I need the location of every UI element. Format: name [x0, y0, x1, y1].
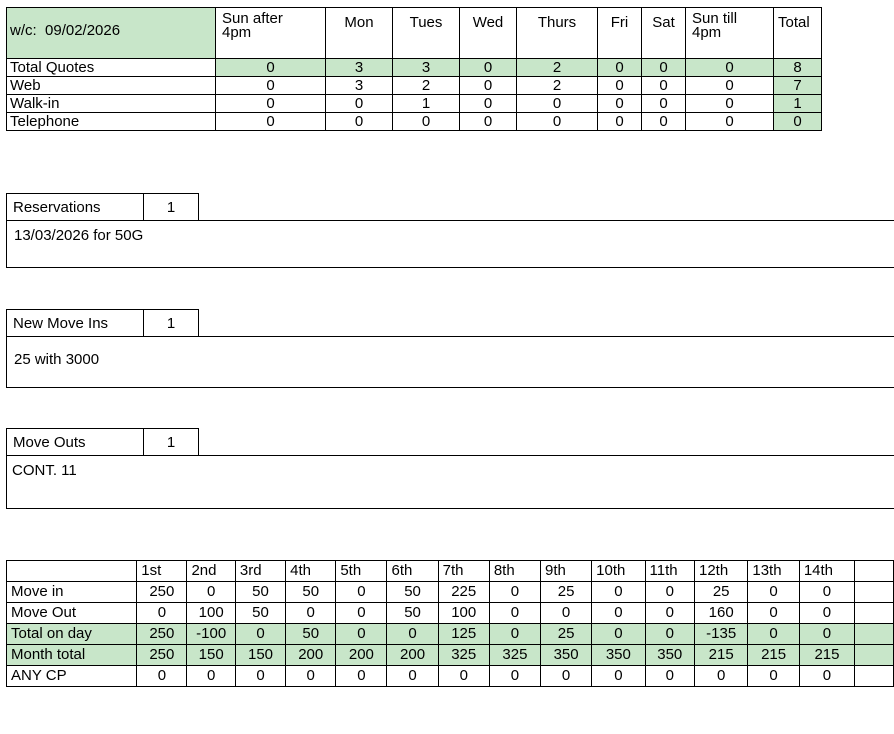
daily-cell[interactable]: 225 — [438, 582, 489, 603]
quotes-cell[interactable]: 1 — [774, 95, 822, 113]
quotes-cell[interactable]: 0 — [686, 113, 774, 131]
daily-cell[interactable]: 0 — [645, 582, 694, 603]
daily-cell[interactable]: 0 — [695, 666, 748, 687]
daily-row — [7, 645, 894, 666]
daily-extra-cell[interactable] — [855, 603, 894, 624]
daily-cell[interactable]: 150 — [235, 645, 285, 666]
quotes-row — [7, 59, 822, 77]
quotes-cell[interactable]: 0 — [642, 95, 686, 113]
daily-cell[interactable]: 0 — [336, 624, 387, 645]
quotes-row-label[interactable]: Total Quotes — [7, 59, 216, 77]
daily-cell[interactable]: 250 — [137, 624, 187, 645]
week-commencing-cell[interactable] — [7, 8, 216, 59]
quotes-cell[interactable]: 2 — [517, 77, 598, 95]
header-wed[interactable]: Wed — [460, 8, 517, 59]
daily-row — [7, 624, 894, 645]
daily-cell[interactable]: 215 — [799, 645, 854, 666]
header-total[interactable]: Total — [774, 8, 822, 59]
daily-cell[interactable]: 0 — [438, 666, 489, 687]
quotes-table — [6, 7, 822, 131]
daily-cell[interactable]: 0 — [645, 603, 694, 624]
daily-cell[interactable]: 0 — [592, 666, 645, 687]
header-tues[interactable]: Tues — [393, 8, 460, 59]
quotes-row — [7, 113, 822, 131]
daily-cell[interactable]: 0 — [489, 603, 540, 624]
daily-cell[interactable]: 200 — [286, 645, 336, 666]
daily-cell[interactable]: 250 — [137, 582, 187, 603]
header-thurs[interactable]: Thurs — [517, 8, 598, 59]
daily-cell[interactable]: 50 — [235, 603, 285, 624]
daily-extra-cell[interactable] — [855, 582, 894, 603]
daily-cell[interactable]: 0 — [748, 582, 799, 603]
daily-cell[interactable]: 350 — [645, 645, 694, 666]
daily-cell[interactable]: 0 — [137, 603, 187, 624]
quotes-header-row — [7, 8, 822, 59]
daily-header-cell[interactable]: 10th — [592, 561, 645, 582]
daily-cell[interactable]: 0 — [387, 624, 438, 645]
quotes-cell[interactable]: 0 — [216, 113, 326, 131]
daily-cell[interactable]: 200 — [387, 645, 438, 666]
daily-row — [7, 666, 894, 687]
daily-header-cell[interactable]: 5th — [336, 561, 387, 582]
daily-header-cell[interactable]: 9th — [541, 561, 592, 582]
move-ins-label: New Move Ins — [6, 309, 144, 336]
daily-cell[interactable]: 150 — [187, 645, 235, 666]
quotes-cell[interactable]: 0 — [598, 77, 642, 95]
daily-header-cell[interactable]: 3rd — [235, 561, 285, 582]
quotes-cell[interactable]: 0 — [326, 95, 393, 113]
daily-cell[interactable]: 325 — [438, 645, 489, 666]
quotes-cell[interactable]: 0 — [460, 77, 517, 95]
daily-cell[interactable]: 0 — [137, 666, 187, 687]
quotes-cell[interactable]: 0 — [460, 95, 517, 113]
daily-cell[interactable]: 0 — [799, 624, 854, 645]
quotes-row-label[interactable]: Telephone — [7, 113, 216, 131]
daily-table — [6, 560, 894, 687]
quotes-row — [7, 95, 822, 113]
daily-header-cell[interactable]: 14th — [799, 561, 854, 582]
daily-cell[interactable]: 325 — [489, 645, 540, 666]
daily-cell[interactable]: 0 — [541, 666, 592, 687]
move-ins-count[interactable]: 1 — [144, 309, 199, 336]
daily-cell[interactable]: -100 — [187, 624, 235, 645]
daily-cell[interactable]: 25 — [695, 582, 748, 603]
move-ins-box — [6, 309, 894, 388]
daily-cell[interactable]: 215 — [748, 645, 799, 666]
daily-cell[interactable]: 50 — [235, 582, 285, 603]
daily-header-cell[interactable]: 7th — [438, 561, 489, 582]
quotes-cell[interactable]: 0 — [598, 95, 642, 113]
daily-cell[interactable]: 125 — [438, 624, 489, 645]
move-outs-box — [6, 428, 894, 509]
quotes-cell[interactable]: 0 — [517, 113, 598, 131]
daily-cell[interactable]: 100 — [187, 603, 235, 624]
daily-row-label[interactable]: ANY CP — [7, 666, 137, 687]
daily-cell[interactable]: 50 — [387, 582, 438, 603]
daily-cell[interactable]: 0 — [187, 582, 235, 603]
daily-cell[interactable]: 0 — [645, 666, 694, 687]
daily-header-cell[interactable]: 1st — [137, 561, 187, 582]
quotes-cell[interactable]: 0 — [686, 95, 774, 113]
quotes-cell[interactable]: 2 — [517, 59, 598, 77]
daily-cell[interactable]: 0 — [541, 603, 592, 624]
quotes-cell[interactable]: 2 — [393, 77, 460, 95]
daily-cell[interactable]: 350 — [541, 645, 592, 666]
daily-cell[interactable]: 50 — [387, 603, 438, 624]
daily-corner-cell[interactable] — [7, 561, 137, 582]
daily-header-cell[interactable]: 2nd — [187, 561, 235, 582]
daily-header-row — [7, 561, 894, 582]
daily-cell[interactable]: 250 — [137, 645, 187, 666]
daily-header-cell[interactable]: 8th — [489, 561, 540, 582]
daily-cell[interactable]: 0 — [592, 603, 645, 624]
daily-cell[interactable]: 0 — [799, 582, 854, 603]
daily-cell[interactable]: 100 — [438, 603, 489, 624]
week-label: w/c: — [10, 21, 37, 39]
daily-header-cell[interactable]: 4th — [286, 561, 336, 582]
quotes-cell[interactable]: 0 — [460, 113, 517, 131]
reservations-count[interactable]: 1 — [144, 193, 199, 220]
quotes-cell[interactable]: 0 — [517, 95, 598, 113]
daily-cell[interactable]: 0 — [489, 582, 540, 603]
move-outs-label: Move Outs — [6, 428, 144, 455]
quotes-cell[interactable]: 0 — [642, 113, 686, 131]
quotes-cell[interactable]: 3 — [393, 59, 460, 77]
reservations-note[interactable]: 13/03/2026 for 50G — [6, 220, 894, 268]
daily-extra-cell[interactable] — [855, 561, 894, 582]
daily-cell[interactable]: 160 — [695, 603, 748, 624]
daily-row — [7, 603, 894, 624]
daily-cell[interactable]: 0 — [592, 624, 645, 645]
daily-cell[interactable]: 50 — [286, 582, 336, 603]
daily-cell[interactable]: 0 — [286, 603, 336, 624]
move-ins-note[interactable]: 25 with 3000 — [6, 336, 894, 388]
daily-cell[interactable]: 50 — [286, 624, 336, 645]
quotes-cell[interactable]: 0 — [393, 113, 460, 131]
quotes-cell[interactable]: 0 — [216, 59, 326, 77]
daily-cell[interactable]: 0 — [286, 666, 336, 687]
move-outs-note[interactable]: CONT. 11 — [6, 455, 894, 509]
quotes-cell[interactable]: 0 — [642, 77, 686, 95]
daily-cell[interactable]: 25 — [541, 624, 592, 645]
quotes-cell[interactable]: 0 — [598, 113, 642, 131]
daily-cell[interactable]: 0 — [592, 582, 645, 603]
daily-cell[interactable]: 0 — [336, 666, 387, 687]
daily-extra-cell[interactable] — [855, 624, 894, 645]
daily-cell[interactable]: 0 — [799, 666, 854, 687]
daily-cell[interactable]: 0 — [748, 624, 799, 645]
daily-row-label[interactable]: Move Out — [7, 603, 137, 624]
daily-cell[interactable]: 0 — [187, 666, 235, 687]
daily-cell[interactable]: 0 — [489, 624, 540, 645]
daily-header-cell[interactable]: 6th — [387, 561, 438, 582]
daily-cell[interactable]: 200 — [336, 645, 387, 666]
daily-row-label[interactable]: Move in — [7, 582, 137, 603]
daily-extra-cell[interactable] — [855, 645, 894, 666]
quotes-cell[interactable]: 0 — [326, 113, 393, 131]
header-sat[interactable]: Sat — [642, 8, 686, 59]
daily-cell[interactable]: 0 — [489, 666, 540, 687]
week-date: 09/02/2026 — [45, 21, 121, 39]
quotes-cell[interactable]: 0 — [686, 59, 774, 77]
daily-cell[interactable]: 0 — [748, 666, 799, 687]
quotes-cell[interactable]: 0 — [642, 59, 686, 77]
quotes-cell[interactable]: 7 — [774, 77, 822, 95]
daily-cell[interactable]: 0 — [235, 624, 285, 645]
daily-cell[interactable]: 0 — [645, 624, 694, 645]
daily-cell[interactable]: 0 — [387, 666, 438, 687]
header-fri[interactable]: Fri — [598, 8, 642, 59]
daily-cell[interactable]: 0 — [748, 603, 799, 624]
quotes-cell[interactable]: 0 — [598, 59, 642, 77]
daily-row — [7, 582, 894, 603]
daily-cell[interactable]: -135 — [695, 624, 748, 645]
quotes-cell[interactable]: 0 — [216, 95, 326, 113]
daily-row-label[interactable]: Month total — [7, 645, 137, 666]
reservations-box — [6, 193, 894, 268]
daily-header-cell[interactable]: 12th — [695, 561, 748, 582]
daily-cell[interactable]: 0 — [799, 603, 854, 624]
quotes-cell[interactable]: 0 — [460, 59, 517, 77]
daily-cell[interactable]: 25 — [541, 582, 592, 603]
quotes-cell[interactable]: 8 — [774, 59, 822, 77]
header-sun-till[interactable]: Sun till 4pm — [686, 8, 774, 59]
daily-header-cell[interactable]: 11th — [645, 561, 694, 582]
quotes-row — [7, 77, 822, 95]
quotes-cell[interactable]: 0 — [686, 77, 774, 95]
quotes-cell[interactable]: 3 — [326, 77, 393, 95]
daily-cell[interactable]: 350 — [592, 645, 645, 666]
move-outs-count[interactable]: 1 — [144, 428, 199, 455]
quotes-row-label[interactable]: Walk-in — [7, 95, 216, 113]
daily-cell[interactable]: 0 — [336, 603, 387, 624]
quotes-cell[interactable]: 3 — [326, 59, 393, 77]
quotes-cell[interactable]: 0 — [216, 77, 326, 95]
daily-extra-cell[interactable] — [855, 666, 894, 687]
quotes-cell[interactable]: 0 — [774, 113, 822, 131]
quotes-cell[interactable]: 1 — [393, 95, 460, 113]
daily-cell[interactable]: 215 — [695, 645, 748, 666]
quotes-row-label[interactable]: Web — [7, 77, 216, 95]
daily-cell[interactable]: 0 — [235, 666, 285, 687]
header-sun-after[interactable]: Sun after 4pm — [216, 8, 326, 59]
reservations-label: Reservations — [6, 193, 144, 220]
daily-header-cell[interactable]: 13th — [748, 561, 799, 582]
daily-row-label[interactable]: Total on day — [7, 624, 137, 645]
daily-cell[interactable]: 0 — [336, 582, 387, 603]
header-mon[interactable]: Mon — [326, 8, 393, 59]
